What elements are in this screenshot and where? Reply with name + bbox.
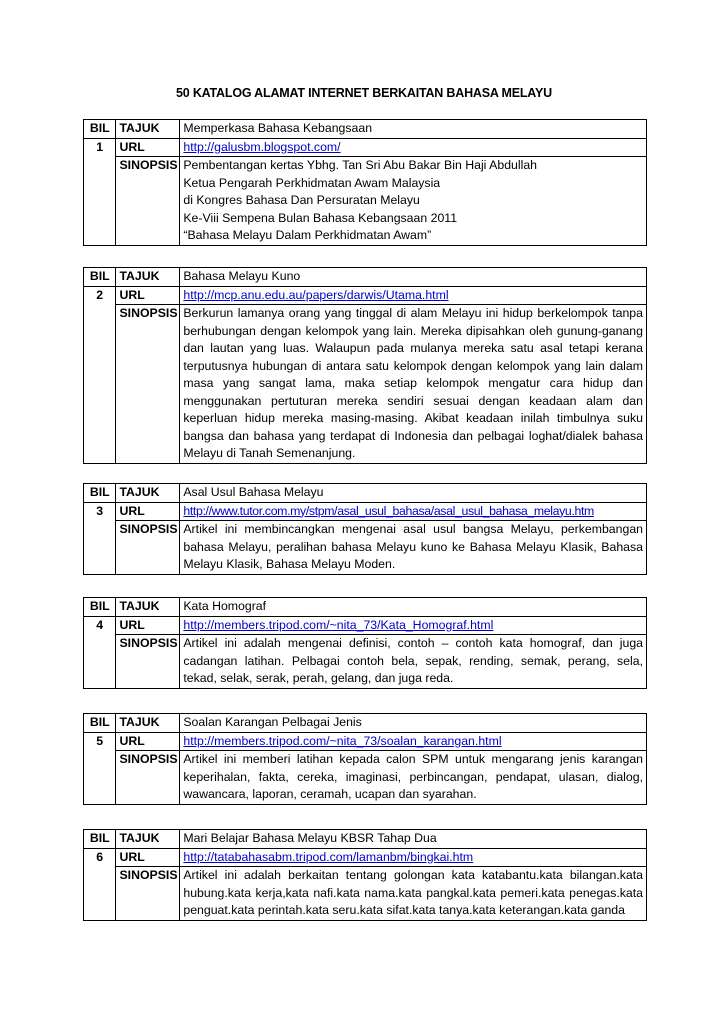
url-label: URL	[116, 502, 180, 521]
tajuk-label: TAJUK	[116, 484, 180, 503]
catalog-entry-3	[83, 483, 647, 575]
synopsis-line: di Kongres Bahasa Dan Persuratan Melayu	[183, 193, 420, 207]
tajuk-label: TAJUK	[116, 598, 180, 617]
sinopsis-label: SINOPSIS	[116, 751, 180, 805]
catalog-entry-1	[83, 119, 647, 246]
url-label: URL	[116, 848, 180, 867]
tajuk-label: TAJUK	[116, 268, 180, 287]
entry-synopsis: Artikel ini adalah berkaitan tentang golongan kata katabantu.kata bilangan.kata hubung.kata kerja,kata nafi.kata nama.kata pangkal.kata pemeri.kata penegas.kata penguat.kata perintah.kata seru.kata sifat.kata tanya.kata keterangan.kata ganda	[180, 867, 647, 921]
bil-header: BIL	[84, 714, 116, 733]
entry-number: 2	[84, 286, 116, 463]
catalog-entry-2	[83, 267, 647, 464]
entry-number: 1	[84, 138, 116, 245]
bil-header: BIL	[84, 830, 116, 849]
entry-synopsis: Artikel ini adalah mengenai definisi, contoh – contoh kata homograf, dan juga cadangan latihan. Pelbagai contoh bela, sepak, rending, semak, perang, sela, tekad, selak, serak, perah, gelang, dan juga reda.	[180, 635, 647, 689]
entry-url-link[interactable]: http://tatabahasabm.tripod.com/lamanbm/bingkai.htm	[183, 849, 474, 864]
entry-synopsis: Artikel ini memberi latihan kepada calon SPM untuk mengarang jenis karangan keperihalan, fakta, cereka, imaginasi, perbincangan, pendapat, ulasan, dialog, wawancara, laporan, ceramah, ucapan dan syarahan.	[180, 751, 647, 805]
synopsis-line: Ketua Pengarah Perkhidmatan Awam Malaysia	[183, 175, 441, 190]
entry-url-link[interactable]: http://members.tripod.com/~nita_73/soalan_karangan.html	[183, 733, 502, 748]
entry-url-link[interactable]: http://galusbm.blogspot.com/	[183, 139, 341, 154]
entry-number: 5	[84, 732, 116, 804]
entry-number: 4	[84, 616, 116, 688]
entry-url-link[interactable]: http://members.tripod.com/~nita_73/Kata_Homograf.html	[183, 617, 494, 632]
tajuk-label: TAJUK	[116, 830, 180, 849]
synopsis-line: “Bahasa Melayu Dalam Perkhidmatan Awam”	[183, 228, 432, 242]
synopsis-line: Pembentangan kertas Ybhg. Tan Sri Abu Bakar Bin Haji Abdullah	[183, 158, 538, 172]
bil-header: BIL	[84, 484, 116, 503]
url-label: URL	[116, 286, 180, 305]
sinopsis-label: SINOPSIS	[116, 157, 180, 246]
synopsis-line: Ke-Viii Sempena Bulan Bahasa Kebangsaan 2011	[183, 210, 458, 225]
entry-synopsis	[180, 157, 647, 246]
sinopsis-label: SINOPSIS	[116, 305, 180, 464]
tajuk-label: TAJUK	[116, 120, 180, 139]
entry-title: Soalan Karangan Pelbagai Jenis	[180, 714, 647, 733]
catalog-entry-5	[83, 713, 647, 805]
bil-header: BIL	[84, 598, 116, 617]
entry-title: Memperkasa Bahasa Kebangsaan	[180, 120, 647, 139]
url-label: URL	[116, 138, 180, 157]
entry-title: Bahasa Melayu Kuno	[180, 268, 647, 287]
entry-title: Mari Belajar Bahasa Melayu KBSR Tahap Dua	[180, 830, 647, 849]
bil-header: BIL	[84, 120, 116, 139]
entry-number: 3	[84, 502, 116, 574]
tajuk-label: TAJUK	[116, 714, 180, 733]
entry-url-link[interactable]: http://www.tutor.com.my/stpm/asal_usul_bahasa/asal_usul_bahasa_melayu.htm	[183, 503, 594, 518]
entry-synopsis: Artikel ini membincangkan mengenai asal usul bangsa Melayu, perkembangan bahasa Melayu, peralihan bahasa Melayu kuno ke Bahasa Melayu Klasik, Bahasa Melayu Klasik, Bahasa Melayu Moden.	[180, 521, 647, 575]
url-label: URL	[116, 732, 180, 751]
entry-synopsis: Berkurun lamanya orang yang tinggal di alam Melayu ini hidup berkelompok tanpa berhubungan dengan kelompok yang lain. Mereka dipisahkan oleh gunung-ganang dan lautan yang luas. Walaupun pada mulanya mereka satu asal tetapi kerana terputusnya hubungan di antara satu kelompok dengan kelompok yang lain dalam masa yang sangat lama, maka setiap kelompok mengatur cara hidup dan menggunakan pertuturan mereka sendiri sesuai dengan keadaan alam dan keperluan hidup mereka masing-masing. Akibat keadaan inilah timbulnya suku bangsa dan bahasa yang terdapat di Indonesia dan pelbagai loghat/dialek bahasa Melayu di Tanah Semenanjung.	[180, 305, 647, 464]
catalog-entry-4	[83, 597, 647, 689]
document-title: 50 KATALOG ALAMAT INTERNET BERKAITAN BAHASA MELAYU	[176, 86, 552, 100]
catalog-entry-6	[83, 829, 647, 921]
entry-url-link[interactable]: http://mcp.anu.edu.au/papers/darwis/Utama.html	[183, 287, 449, 302]
url-label: URL	[116, 616, 180, 635]
sinopsis-label: SINOPSIS	[116, 867, 180, 921]
sinopsis-label: SINOPSIS	[116, 635, 180, 689]
bil-header: BIL	[84, 268, 116, 287]
sinopsis-label: SINOPSIS	[116, 521, 180, 575]
entry-number: 6	[84, 848, 116, 920]
entry-title: Kata Homograf	[180, 598, 647, 617]
entry-title: Asal Usul Bahasa Melayu	[180, 484, 647, 503]
